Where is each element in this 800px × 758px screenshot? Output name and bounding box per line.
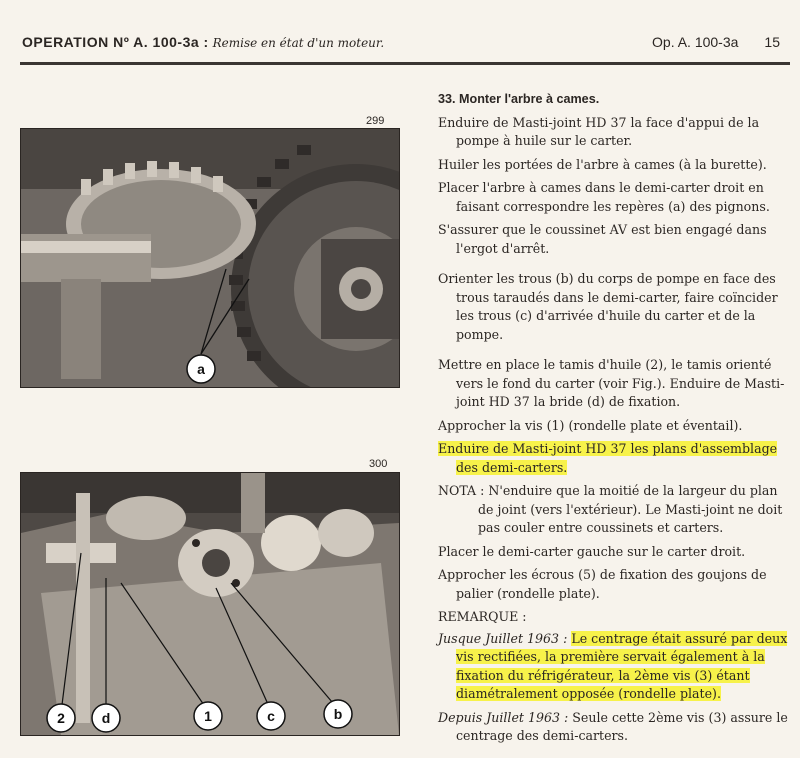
remarque-1-lead: Jusque Juillet 1963 : — [438, 630, 568, 646]
operation-subtitle: Remise en état d'un moteur. — [212, 36, 385, 50]
instruction-text — [438, 90, 788, 751]
step-paragraph: Orienter les trous (b) du corps de pompe en face des trous taraudés dans le demi-carter, faire coïncider les trous (c) d'arrivée d'huile du carter et de la pompe. — [438, 271, 778, 342]
callout-a: a — [197, 361, 205, 377]
page-header — [22, 30, 780, 54]
callout-c: c — [267, 708, 275, 724]
step-paragraph: Placer le demi-carter gauche sur le carter droit. — [438, 543, 746, 559]
step-paragraph: Placer l'arbre à cames dans le demi-carter droit en faisant correspondre les repères (a) des pignons. — [438, 180, 770, 214]
remarque-2 — [438, 709, 788, 746]
highlight-assembly: Enduire de Masti-joint HD 37 les plans d'assemblage des demi-carters. — [438, 441, 778, 475]
nota-paragraph: NOTA : N'enduire que la moitié de la largeur du plan de joint (vers l'extérieur). Le Masti-joint ne doit pas couler entre coussinets et carters. — [438, 483, 783, 535]
crankcase-pump-photo — [21, 473, 399, 735]
remarque-2-text: Seule cette 2ème vis (3) assure le centrage des demi-carters. — [456, 709, 788, 743]
figure-number-300: 300 — [369, 458, 388, 470]
operation-title — [22, 34, 384, 50]
callout-2: 2 — [57, 710, 65, 726]
figure-number-299: 299 — [366, 115, 385, 127]
section-title: 33. Monter l'arbre à cames. — [438, 92, 600, 106]
page-ref — [652, 34, 780, 50]
step-paragraph: Enduire de Masti-joint HD 37 la face d'appui de la pompe à huile sur le carter. — [438, 114, 760, 148]
highlighted-step — [438, 440, 788, 477]
step-paragraph: Mettre en place le tamis d'huile (2), le tamis orienté vers le fond du carter (voir Fig.). Enduire de Masti-joint HD 37 la bride (d) de fixation. — [438, 357, 785, 409]
operation-number: OPERATION Nº A. 100-3a : — [22, 34, 209, 50]
remarque-1-text: Le centrage était assuré par deux vis rectifiées, la première servait également à la fixation du réfrigérateur, la 2ème vis (3) étant diamétralement opposée (rondelle plate). — [456, 630, 788, 701]
callout-b: b — [333, 706, 343, 722]
step-paragraph: Approcher la vis (1) (rondelle plate et éventail). — [438, 417, 743, 433]
step-paragraph: S'assurer que le coussinet AV est bien engagé dans l'ergot d'arrêt. — [438, 222, 767, 256]
step-paragraph: Huiler les portées de l'arbre à cames (à la burette). — [438, 156, 767, 172]
remarque-1 — [438, 630, 788, 704]
page-number: 15 — [764, 34, 780, 50]
camshaft-gear-photo — [21, 129, 399, 387]
header-rule — [20, 62, 790, 65]
callout-1: 1 — [204, 708, 212, 724]
remarque-2-lead: Depuis Juillet 1963 : — [438, 709, 569, 725]
figure-299-photo — [20, 128, 400, 388]
callout-d: d — [101, 710, 111, 726]
remarque-title: REMARQUE : — [438, 609, 527, 624]
op-reference: Op. A. 100-3a — [652, 34, 739, 50]
figure-300-photo — [20, 472, 400, 736]
step-paragraph: Approcher les écrous (5) de fixation des goujons de palier (rondelle plate). — [438, 567, 767, 601]
